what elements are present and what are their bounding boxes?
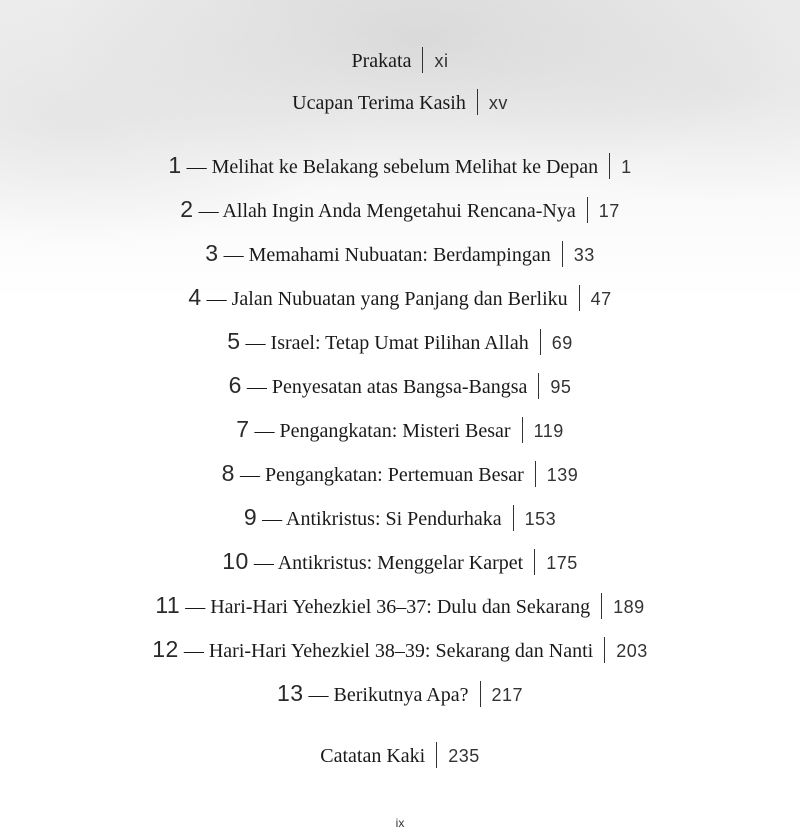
chapter-dash: — bbox=[257, 508, 287, 530]
entry-page-number: xi bbox=[434, 51, 449, 71]
toc-entry-ucapan-terima-kasih bbox=[0, 88, 800, 118]
chapter-page-number: 153 bbox=[524, 509, 557, 529]
chapter-dash: — bbox=[193, 200, 223, 222]
chapter-title: Memahami Nubuatan: Berdampingan bbox=[248, 244, 551, 266]
toc-entry-chapter-12 bbox=[0, 634, 800, 664]
chapter-title: Melihat ke Belakang sebelum Melihat ke Depan bbox=[211, 156, 599, 178]
chapter-number: 10 bbox=[222, 548, 249, 574]
chapter-page-number: 119 bbox=[533, 421, 564, 441]
chapter-page-number: 189 bbox=[613, 597, 645, 617]
chapter-number: 6 bbox=[228, 372, 242, 398]
toc-entry-chapter-4 bbox=[0, 282, 800, 312]
chapter-title: Israel: Tetap Umat Pilihan Allah bbox=[270, 332, 529, 354]
chapter-dash: — bbox=[303, 684, 334, 706]
chapter-dash: — bbox=[249, 420, 280, 442]
separator bbox=[562, 241, 563, 267]
toc-entry-chapter-10 bbox=[0, 546, 800, 576]
chapter-title: Pengangkatan: Misteri Besar bbox=[279, 420, 511, 442]
entry-title: Ucapan Terima Kasih bbox=[292, 92, 466, 114]
separator bbox=[579, 285, 580, 311]
toc-entry-prakata bbox=[0, 46, 800, 76]
separator bbox=[609, 153, 610, 179]
separator bbox=[604, 637, 605, 663]
separator bbox=[513, 505, 514, 531]
toc-entry-chapter-11 bbox=[0, 590, 800, 620]
separator bbox=[477, 89, 478, 115]
chapter-title: Hari-Hari Yehezkiel 38–39: Sekarang dan Nanti bbox=[208, 640, 594, 662]
entry-title: Catatan Kaki bbox=[320, 745, 426, 767]
entry-title: Prakata bbox=[351, 50, 412, 72]
toc-entry-chapter-1 bbox=[0, 150, 800, 180]
chapter-number: 2 bbox=[180, 196, 194, 222]
entry-page-number: 235 bbox=[448, 746, 480, 766]
chapter-page-number: 217 bbox=[491, 685, 524, 705]
toc-entry-chapter-13 bbox=[0, 678, 800, 708]
chapter-title: Penyesatan atas Bangsa-Bangsa bbox=[271, 376, 528, 398]
separator bbox=[534, 549, 535, 575]
chapter-page-number: 47 bbox=[590, 289, 612, 309]
separator bbox=[535, 461, 536, 487]
separator bbox=[480, 681, 481, 707]
chapter-page-number: 69 bbox=[551, 333, 573, 353]
separator bbox=[587, 197, 588, 223]
separator bbox=[601, 593, 602, 619]
entry-page-number: xv bbox=[488, 93, 508, 113]
separator bbox=[540, 329, 541, 355]
toc-entry-chapter-7 bbox=[0, 414, 800, 444]
separator bbox=[538, 373, 539, 399]
chapter-number: 3 bbox=[205, 240, 219, 266]
chapter-dash: — bbox=[181, 156, 212, 178]
chapter-title: Allah Ingin Anda Mengetahui Rencana-Nya bbox=[222, 200, 576, 222]
chapter-page-number: 175 bbox=[546, 553, 578, 573]
chapter-dash: — bbox=[240, 332, 271, 354]
chapter-title: Pengangkatan: Pertemuan Besar bbox=[264, 464, 524, 486]
toc-entry-chapter-8 bbox=[0, 458, 800, 488]
toc-entry-chapter-9 bbox=[0, 502, 800, 532]
chapter-title: Antikristus: Menggelar Karpet bbox=[277, 552, 524, 574]
chapter-number: 1 bbox=[168, 152, 182, 178]
toc-entry-chapter-5 bbox=[0, 326, 800, 356]
chapter-page-number: 139 bbox=[546, 465, 579, 485]
chapter-dash: — bbox=[180, 596, 211, 618]
chapter-page-number: 33 bbox=[573, 245, 595, 265]
chapter-dash: — bbox=[248, 552, 278, 574]
chapter-title: Jalan Nubuatan yang Panjang dan Berliku bbox=[231, 288, 568, 310]
chapter-dash: — bbox=[201, 288, 232, 310]
chapter-number: 5 bbox=[227, 328, 241, 354]
chapter-number: 12 bbox=[152, 636, 179, 662]
chapter-number: 11 bbox=[155, 592, 181, 618]
toc-entry-chapter-3 bbox=[0, 238, 800, 268]
chapter-dash: — bbox=[234, 464, 265, 486]
chapter-page-number: 17 bbox=[598, 201, 620, 221]
chapter-page-number: 95 bbox=[550, 377, 572, 397]
chapter-number: 8 bbox=[221, 460, 235, 486]
chapter-dash: — bbox=[218, 244, 249, 266]
chapter-title: Berikutnya Apa? bbox=[333, 684, 469, 706]
separator bbox=[436, 742, 437, 768]
chapter-number: 9 bbox=[243, 504, 258, 530]
chapter-number: 7 bbox=[236, 416, 250, 442]
chapter-title: Hari-Hari Yehezkiel 36–37: Dulu dan Sekarang bbox=[210, 596, 591, 618]
separator bbox=[522, 417, 523, 443]
toc-entry-catatan-kaki bbox=[0, 741, 800, 771]
toc-entry-chapter-6 bbox=[0, 370, 800, 400]
chapter-dash: — bbox=[178, 640, 209, 662]
chapter-title: Antikristus: Si Pendurhaka bbox=[286, 508, 502, 530]
chapter-page-number: 1 bbox=[621, 157, 632, 177]
page-folio: ix bbox=[395, 816, 405, 830]
chapter-number: 4 bbox=[188, 284, 202, 310]
chapter-dash: — bbox=[241, 376, 272, 398]
separator bbox=[422, 47, 423, 73]
toc-entry-chapter-2 bbox=[0, 194, 800, 224]
chapter-number: 13 bbox=[276, 680, 304, 706]
chapter-page-number: 203 bbox=[616, 641, 648, 661]
